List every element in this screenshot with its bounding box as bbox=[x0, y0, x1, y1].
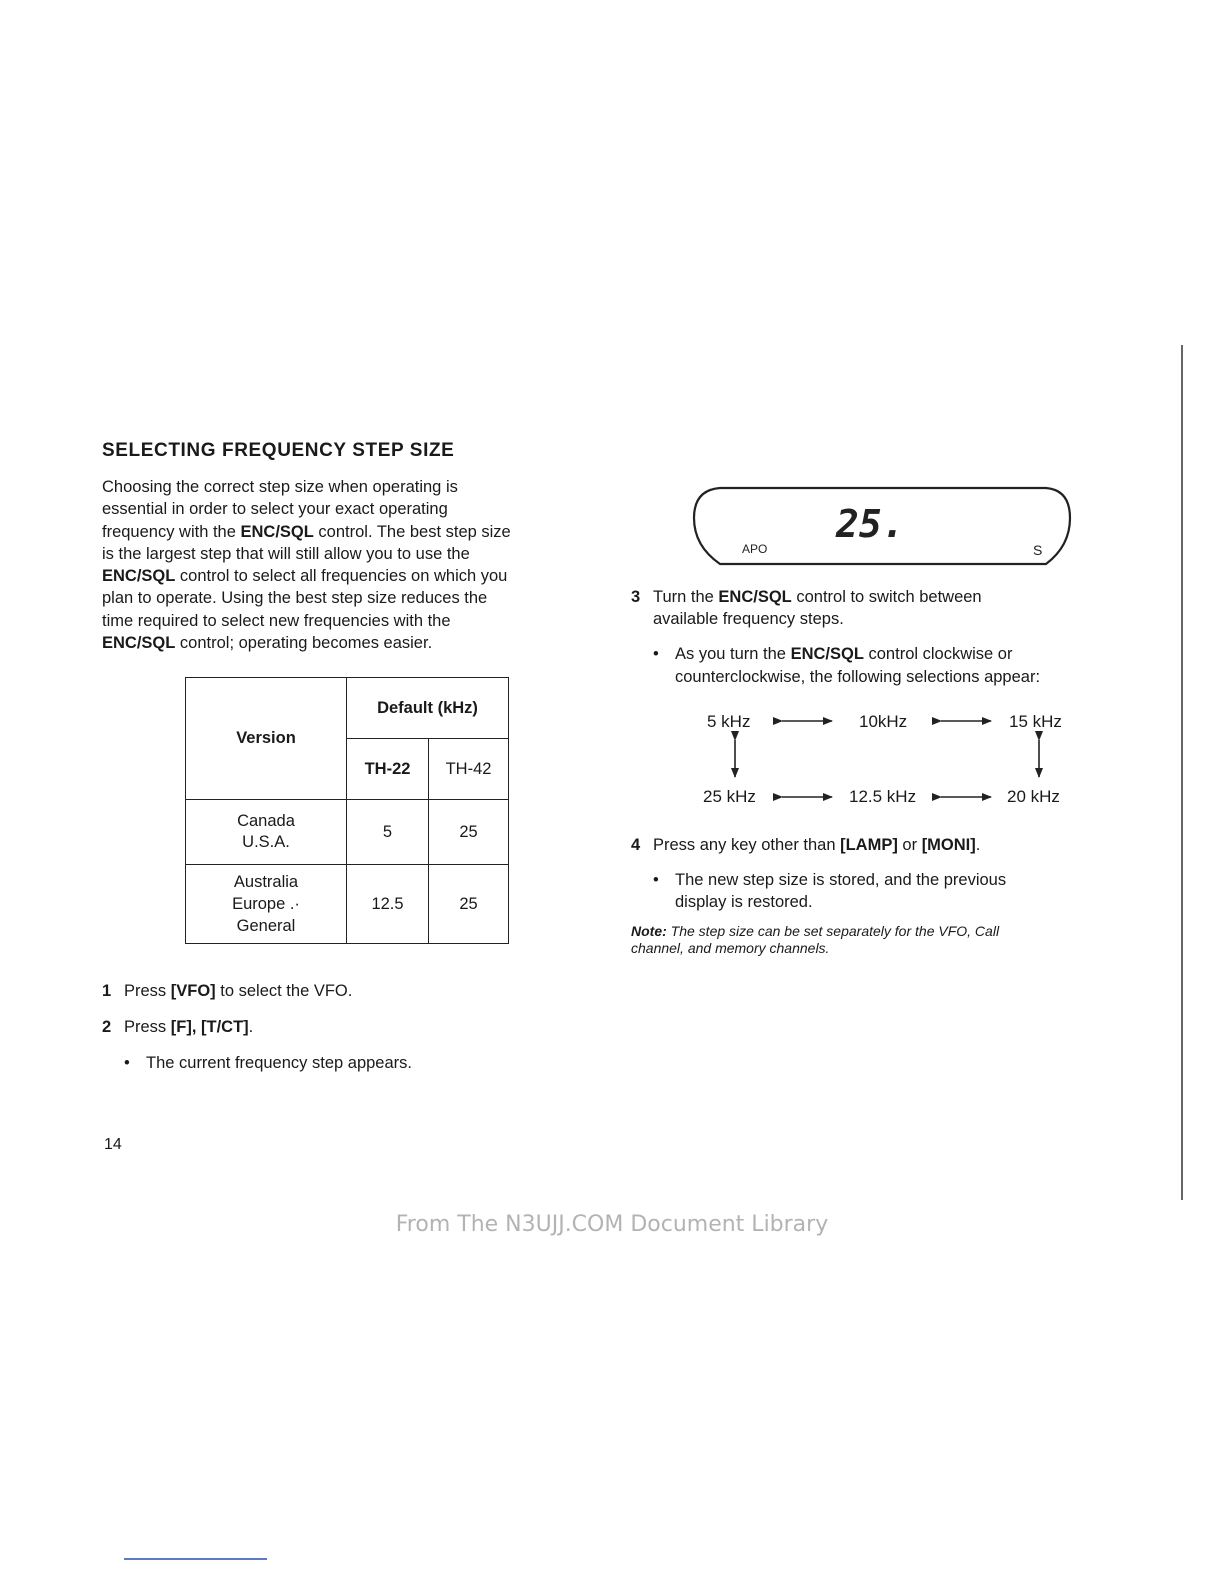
intro-line: ENC/SQL control to select all frequencies on which you bbox=[102, 567, 508, 586]
intro-line: Choosing the correct step size when operating is bbox=[102, 478, 458, 496]
version-header: Version bbox=[186, 678, 347, 800]
lcd-s-indicator: S bbox=[1033, 542, 1043, 558]
th42-value: 25 bbox=[429, 865, 509, 944]
intro-line: time required to select new frequencies with the bbox=[102, 611, 451, 630]
cycle-20khz: 20 kHz bbox=[1007, 787, 1060, 806]
intro-line: is the largest step that will still allow you to use the bbox=[102, 544, 470, 563]
th22-value: 12.5 bbox=[347, 865, 429, 944]
section-title: SELECTING FREQUENCY STEP SIZE bbox=[102, 440, 455, 461]
intro-line: ENC/SQL control; operating becomes easier. bbox=[102, 634, 433, 653]
th42-value: 25 bbox=[429, 800, 509, 865]
step-4-bullet-line2: display is restored. bbox=[675, 893, 813, 911]
model-th22-header: TH-22 bbox=[347, 739, 429, 800]
cycle-25khz: 25 kHz bbox=[703, 787, 756, 806]
model-th42-header: TH-42 bbox=[429, 739, 509, 800]
footer-watermark: From The N3UJJ.COM Document Library bbox=[395, 1212, 829, 1237]
default-header: Default (kHz) bbox=[347, 678, 509, 739]
step-3-line2: available frequency steps. bbox=[653, 610, 844, 628]
intro-line: frequency with the ENC/SQL control. The best step size bbox=[102, 522, 511, 541]
cycle-15khz: 15 kHz bbox=[1009, 712, 1062, 731]
lcd-apo-label: APO bbox=[742, 542, 768, 556]
intro-line: plan to operate. Using the best step size reduces the bbox=[102, 589, 488, 608]
th22-value: 5 bbox=[347, 800, 429, 865]
cycle-12-5khz: 12.5 kHz bbox=[849, 787, 917, 806]
region-cell: Canada U.S.A. bbox=[186, 800, 347, 865]
intro-line: essential in order to select your exact operating bbox=[102, 500, 448, 519]
step-2: 2 Press [F], [T/CT]. bbox=[102, 1018, 254, 1036]
lcd-step-value: 25. bbox=[836, 502, 905, 546]
cycle-5khz: 5 kHz bbox=[707, 712, 751, 731]
step-4: 4 Press any key other than [LAMP] or [MONI]. bbox=[631, 836, 981, 854]
page-number: 14 bbox=[104, 1136, 122, 1153]
step-2-bullet: • The current frequency step appears. bbox=[124, 1054, 412, 1072]
step-3: 3 Turn the ENC/SQL control to switch between bbox=[631, 588, 982, 606]
step-4-bullet: • The new step size is stored, and the previous bbox=[653, 871, 1007, 889]
region-cell: Australia Europe .· General bbox=[186, 865, 347, 944]
step-1: 1 Press [VFO] to select the VFO. bbox=[102, 982, 353, 1000]
step-3-bullet: • As you turn the ENC/SQL control clockwise or bbox=[653, 645, 1013, 663]
note-label: Note: bbox=[631, 923, 667, 939]
step-3-bullet-line2: counterclockwise, the following selections appear: bbox=[675, 668, 1041, 686]
note: Note: The step size can be set separately for the VFO, Call channel, and memory channels. bbox=[631, 923, 1000, 956]
cycle-10khz: 10kHz bbox=[859, 712, 908, 731]
